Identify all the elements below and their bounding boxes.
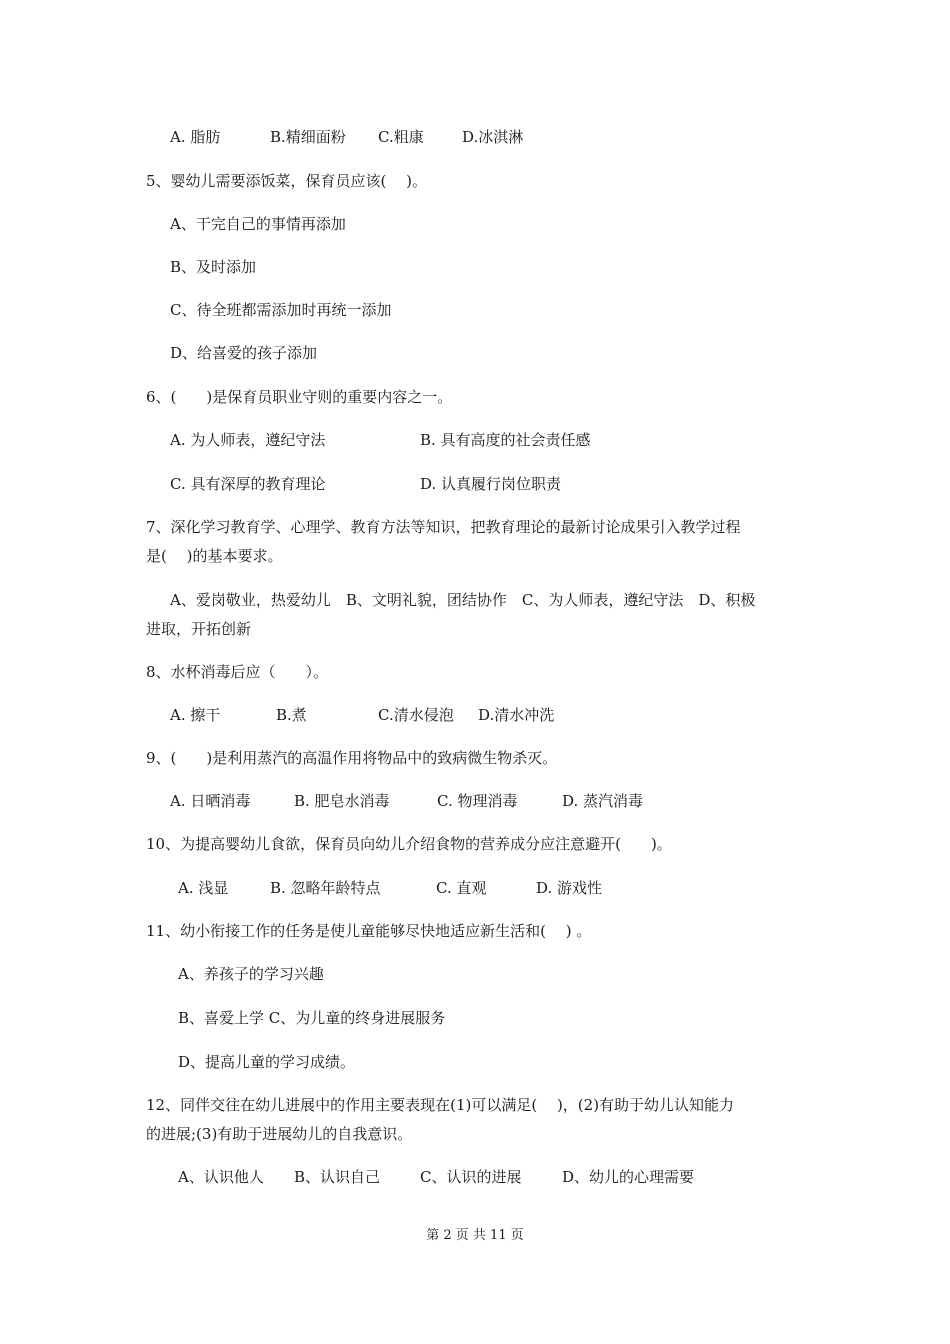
q8-option-d: D.清水冲洗 xyxy=(478,706,555,724)
q5-stem: 5、婴幼儿需要添饭菜，保育员应该( )。 xyxy=(146,172,428,190)
q12-option-d: D、幼儿的心理需要 xyxy=(562,1168,695,1186)
q8-option-a: A. 擦干 xyxy=(170,706,221,724)
q4-option-b: B.精细面粉 xyxy=(270,128,346,146)
q12-option-b: B、认识自己 xyxy=(294,1168,381,1186)
q12-stem-line1: 12、同伴交往在幼儿进展中的作用主要表现在(1)可以满足( )，(2)有助于幼儿认知能力 xyxy=(146,1096,735,1114)
q6-option-b: B. 具有高度的社会责任感 xyxy=(420,431,591,449)
page-number-footer: 第 2 页 共 11 页 xyxy=(426,1228,524,1243)
q5-option-c: C、待全班都需添加时再统一添加 xyxy=(170,301,392,319)
q6-option-a: A. 为人师表，遵纪守法 xyxy=(170,431,326,449)
q9-option-d: D. 蒸汽消毒 xyxy=(562,792,644,810)
q11-option-d: D、提高儿童的学习成绩。 xyxy=(178,1053,356,1071)
q7-options-line2: 进取，开拓创新 xyxy=(146,620,252,638)
q5-option-d: D、给喜爱的孩子添加 xyxy=(170,344,318,362)
q12-option-c: C、认识的进展 xyxy=(420,1168,522,1186)
q10-option-a: A. 浅显 xyxy=(178,879,229,897)
q9-option-a: A. 日晒消毒 xyxy=(170,792,251,810)
q6-stem: 6、( )是保育员职业守则的重要内容之一。 xyxy=(146,388,453,406)
q4-option-c: C.粗康 xyxy=(378,128,424,146)
q10-option-b: B. 忽略年龄特点 xyxy=(270,879,381,897)
q11-stem: 11、幼小衔接工作的任务是使儿童能够尽快地适应新生活和( ) 。 xyxy=(146,922,592,940)
q6-option-c: C. 具有深厚的教育理论 xyxy=(170,475,326,493)
q9-option-b: B. 肥皂水消毒 xyxy=(294,792,390,810)
q4-option-d: D.冰淇淋 xyxy=(462,128,524,146)
q6-option-d: D. 认真履行岗位职责 xyxy=(420,475,562,493)
q10-stem: 10、为提高婴幼儿食欲，保育员向幼儿介绍食物的营养成分应注意避开( )。 xyxy=(146,835,672,853)
q10-option-c: C. 直观 xyxy=(436,879,487,897)
q10-option-d: D. 游戏性 xyxy=(536,879,603,897)
q11-option-a: A、养孩子的学习兴趣 xyxy=(178,965,324,983)
q4-option-a: A. 脂肪 xyxy=(170,128,221,146)
q8-stem: 8、水杯消毒后应（ ）。 xyxy=(146,663,329,681)
q7-stem-line1: 7、深化学习教育学、心理学、教育方法等知识，把教育理论的最新讨论成果引入教学过程 xyxy=(146,518,741,536)
q5-option-b: B、及时添加 xyxy=(170,258,257,276)
q11-option-bc: B、喜爱上学 C、为儿童的终身进展服务 xyxy=(178,1009,446,1027)
q9-stem: 9、( )是利用蒸汽的高温作用将物品中的致病微生物杀灭。 xyxy=(146,749,558,767)
q5-option-a: A、干完自己的事情再添加 xyxy=(170,215,346,233)
q12-stem-line2: 的进展;(3)有助于进展幼儿的自我意识。 xyxy=(146,1125,413,1143)
q7-options-line1: A、爱岗敬业，热爱幼儿 B、文明礼貌，团结协作 C、为人师表，遵纪守法 D、积极 xyxy=(170,591,756,609)
q7-stem-line2: 是( )的基本要求。 xyxy=(146,547,283,565)
q9-option-c: C. 物理消毒 xyxy=(437,792,518,810)
q12-option-a: A、认识他人 xyxy=(178,1168,264,1186)
q8-option-b: B.煮 xyxy=(276,706,307,724)
q8-option-c: C.清水侵泡 xyxy=(378,706,454,724)
